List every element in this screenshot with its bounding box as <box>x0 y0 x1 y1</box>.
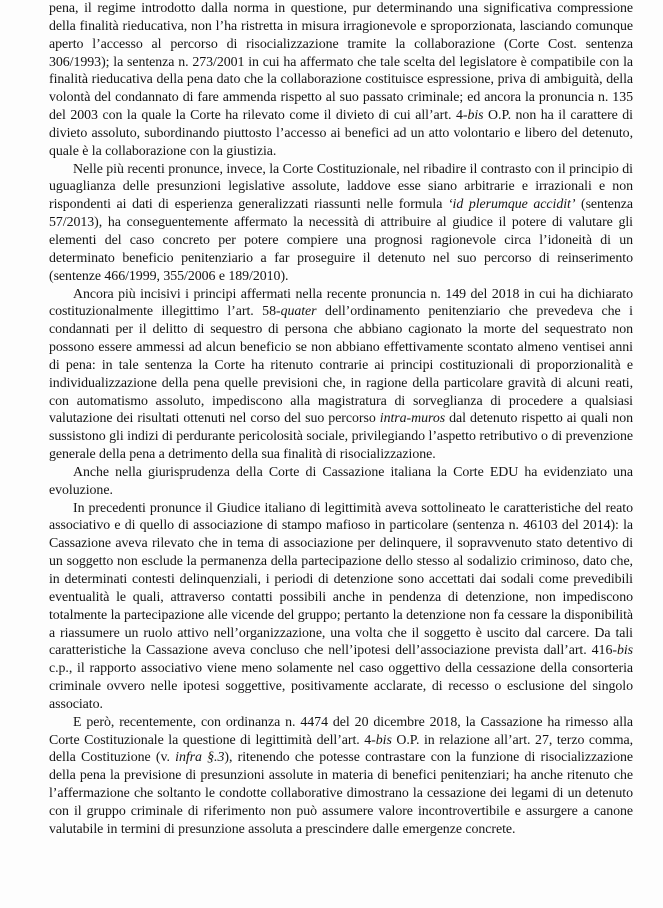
paragraph-5-text-end: c.p., il rapporto associativo viene meno solamente nel caso oggettivo della cessazione della consorteria criminale ovvero nelle ipotesi soggettive, positivamente acclarate, di recesso o esclusione del singolo associato. <box>49 661 633 712</box>
paragraph-4 <box>49 464 633 500</box>
paragraph-6-text-end: ), ritenendo che potesse contrastare con la funzione di risocializzazione della pena la previsione di presunzioni assolute in materia di benefici penitenziari; ha anche ritenuto che l’affermazione che soltanto le condotte collaborative dimostrano la cessazione dei legami di un detenuto con il gruppo criminale di riferimento non può assumere valore incontrovertibile e assurgere a canone valutabile in termini di presunzione assoluta a prescindere dalle emergenze concrete. <box>49 750 633 837</box>
paragraph-3-text-end: dal detenuto rispetto ai quali non sussistono gli indizi di perdurante pericolosità sociale, privilegiando l’aspetto retributivo o di prevenzione generale della pena a detrimento della sua finalità di risocializzazione. <box>49 411 633 463</box>
paragraph-6-text-mid: O.P. in relazione all’art. 27, terzo comma, della Costituzione (v. <box>49 732 633 766</box>
document-body <box>49 0 633 839</box>
paragraph-6-text: E però, recentemente, con ordinanza n. 4474 del 20 dicembre 2018, la Cassazione ha rimesso alla Corte Costituzionale la questione di legittimità dell’art. 4- <box>49 714 633 748</box>
paragraph-3-text-mid: dell’ordinamento penitenziario che prevedeva che i condannati per il delitto di sequestro di persona che abbiano cagionato la morte del sequestrato non possono essere ammessi ad alcun beneficio se non abbiano effettivamente scontato almeno ventisei anni di pena: in tale sentenza la Corte ha ritenuto contrarie ai principi costituzionali di proporzionalità e individualizzazione della pena quelle previsioni che, in ragione della particolare gravità di alcuni reati, con automatismo assoluto, impediscono alla magistratura di sorveglianza di procedere a qualsiasi valutazione dei risultati ottenuti nel corso del suo percorso <box>49 304 633 427</box>
paragraph-2-text-end: (sentenza 57/2013), ha conseguentemente affermato la necessità di attribuire al giudice il potere di valutare gli elementi del caso concreto per potere compiere una prognosi ragionevole circa l’idoneità di un determinato beneficio penitenziario a far proseguire il detenuto nel suo percorso di reinserimento (sentenze 466/1999, 355/2006 e 189/2010). <box>49 197 633 284</box>
paragraph-1-text: pena, il regime introdotto dalla norma in questione, pur determinando una significativa compressione della finalità rieducativa, non l’ha ristretta in misura irragionevole e sproporzionata, lasciando comunque aperto l’accesso al percorso di risocializzazione tramite la collaborazione (Corte Cost. sentenza 306/1993); la sentenza n. 273/2001 in cui ha affermato che tale scelta del legislatore è compatibile con la finalità rieducativa della pena dato che la collaborazione costituisce espressione, priva di ambiguità, della volontà del condannato di fare ammenda rispetto al suo passato criminale; ed ancora la pronuncia n. 135 del 2003 con la quale la Corte ha rilevato come il divieto di cui all’art. 4- <box>49 1 633 124</box>
paragraph-1 <box>49 0 633 161</box>
paragraph-3-italic-intra-muros: intra-muros <box>379 411 446 427</box>
paragraph-5-text: In precedenti pronunce il Giudice italiano di legittimità aveva sottolineato le caratteristiche del reato associativo e di quello di associazione di stampo mafioso in particolare (sentenza n. 46103 del 2014): la Cassazione aveva rilevato che in tema di associazione per delinquere, il sopravvenuto stato detentivo di un soggetto non esclude la permanenza della partecipazione dello stesso al sodalizio criminoso, dato che, in determinati contesti delinquenziali, i periodi di detenzione sono accettati dai sodali come prevedibili eventualità le quali, attraverso contatti possibili anche in pendenza di detenzione, non impediscono totalmente la partecipazione alle vicende del gruppo; pertanto la detenzione non fa cessare la disponibilità a riassumere un ruolo attivo nell’organizzazione, una volta che il soggetto è uscito dal carcere. Da tali caratteristiche la Cassazione aveva concluso che nell’ipotesi dell’associazione prevista dall’art. 416- <box>49 500 633 659</box>
paragraph-1-italic-bis: bis <box>467 108 484 124</box>
paragraph-6-italic-bis: bis <box>375 732 392 748</box>
paragraph-5 <box>49 500 633 714</box>
paragraph-1-text-end: O.P. non ha il carattere di divieto assoluto, subordinando piuttosto l’accesso ai benefici ad un atto volontario e libero del detenuto, quale è la collaborazione con la giustizia. <box>49 108 633 159</box>
paragraph-2-italic-latin: ‘id plerumque accidit’ <box>447 197 576 213</box>
paragraph-5-italic-bis: bis <box>616 643 633 659</box>
paragraph-6-italic-infra: infra §.3 <box>175 750 225 766</box>
paragraph-3-text: Ancora più incisivi i principi affermati nella recente pronuncia n. 149 del 2018 in cui ha dichiarato costituzionalmente illegittimo l’art. 58- <box>49 286 633 320</box>
paragraph-6 <box>49 714 633 839</box>
paragraph-2-text: Nelle più recenti pronunce, invece, la Corte Costituzionale, nel ribadire il contrasto con il principio di uguaglianza delle presunzioni legislative assolute, laddove esse siano arbitrarie e irrazionali e non rispondenti ai dati di esperienza generalizzati riassunti nelle formula <box>49 161 633 213</box>
paragraph-3 <box>49 286 633 464</box>
paragraph-2 <box>49 161 633 286</box>
paragraph-3-italic-quater: quater <box>280 304 317 320</box>
paragraph-4-text: Anche nella giurisprudenza della Corte di Cassazione italiana la Corte EDU ha evidenziato una evoluzione. <box>49 464 633 498</box>
